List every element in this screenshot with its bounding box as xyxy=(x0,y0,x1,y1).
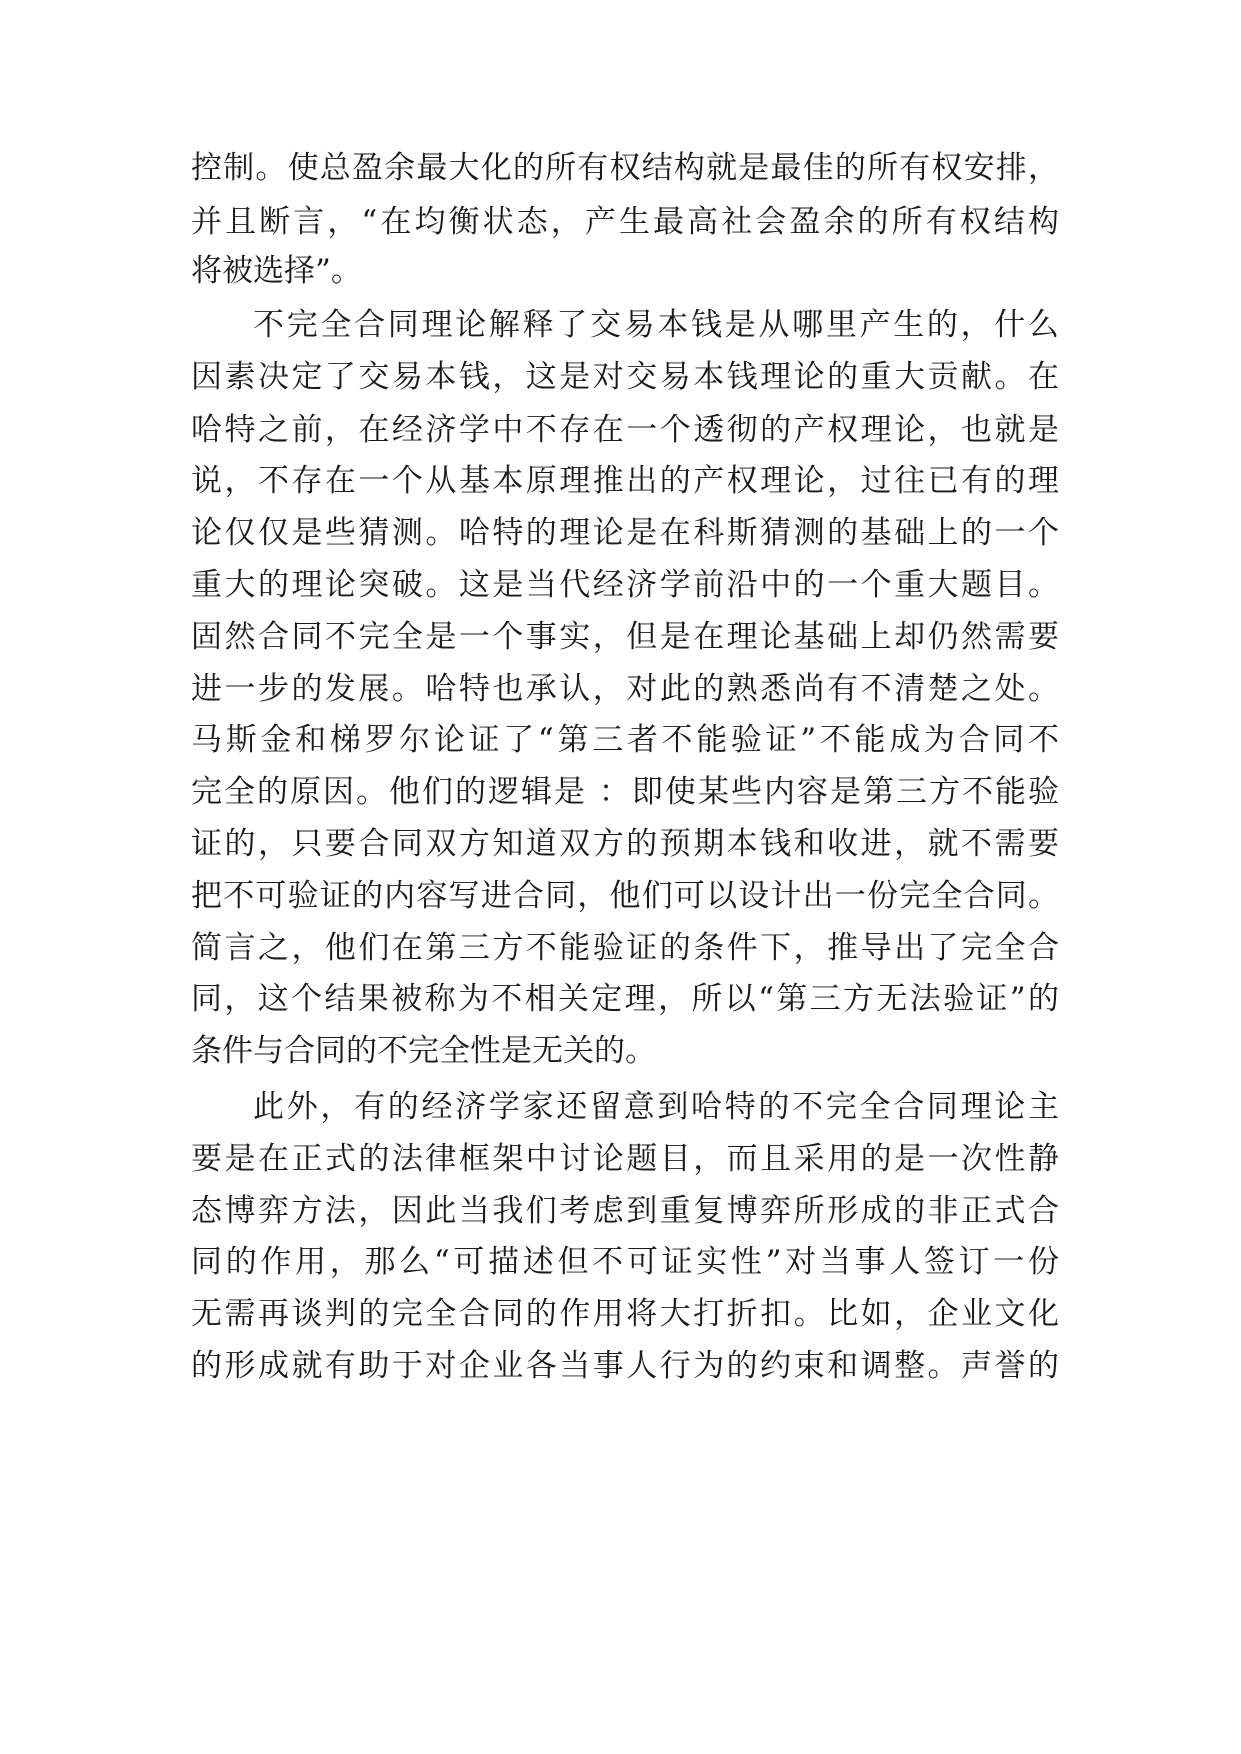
text-line: 进一步的发展。哈特也承认，对此的熟悉尚有不清楚之处。 xyxy=(191,671,1059,707)
text-line: 控制。使总盈余最大化的所有权结构就是最佳的所有权安排， xyxy=(191,150,1059,186)
text-line: 同的作用，那么“可描述但不可证实性”对当事人签订一份 xyxy=(191,1244,1059,1280)
text-line: 无需再谈判的完全合同的作用将大打折扣。比如，企业文化 xyxy=(191,1296,1059,1332)
text-line: 重大的理论突破。这是当代经济学前沿中的一个重大题目。 xyxy=(191,567,1059,603)
paragraph-first-line: 不完全合同理论解释了交易本钱是从哪里产生的，什么 xyxy=(253,307,1059,343)
text-line: 把不可验证的内容写进合同，他们可以设计出一份完全合同。 xyxy=(191,878,1059,914)
text-line: 完全的原因。他们的逻辑是 ：即使某些内容是第三方不能验 xyxy=(191,774,1059,810)
text-line: 态博弈方法，因此当我们考虑到重复博弈所形成的非正式合 xyxy=(191,1193,1059,1229)
text-line: 说，不存在一个从基本原理推出的产权理论，过往已有的理 xyxy=(191,463,1059,499)
paragraph-first-line: 此外，有的经济学家还留意到哈特的不完全合同理论主 xyxy=(253,1089,1059,1125)
text-line: 同，这个结果被称为不相关定理，所以“第三方无法验证”的 xyxy=(191,981,1059,1017)
text-line: 的形成就有助于对企业各当事人行为的约束和调整。声誉的 xyxy=(191,1348,1059,1384)
text-line: 并且断言，“在均衡状态，产生最高社会盈余的所有权结构 xyxy=(191,204,1059,240)
text-line: 固然合同不完全是一个事实，但是在理论基础上却仍然需要 xyxy=(191,619,1059,655)
text-line: 马斯金和梯罗尔论证了“第三者不能验证”不能成为合同不 xyxy=(191,722,1059,758)
text-line: 论仅仅是些猜测。哈特的理论是在科斯猜测的基础上的一个 xyxy=(191,515,1059,551)
text-line: 将被选择”。 xyxy=(191,253,362,289)
text-line: 条件与合同的不完全性是无关的。 xyxy=(191,1033,656,1069)
text-line: 哈特之前，在经济学中不存在一个透彻的产权理论，也就是 xyxy=(191,412,1059,448)
text-line: 因素决定了交易本钱，这是对交易本钱理论的重大贡献。在 xyxy=(191,359,1059,395)
text-line: 要是在正式的法律框架中讨论题目，而且采用的是一次性静 xyxy=(191,1141,1059,1177)
text-line: 简言之，他们在第三方不能验证的条件下，推导出了完全合 xyxy=(191,930,1059,966)
text-line: 证的，只要合同双方知道双方的预期本钱和收进，就不需要 xyxy=(191,826,1059,862)
